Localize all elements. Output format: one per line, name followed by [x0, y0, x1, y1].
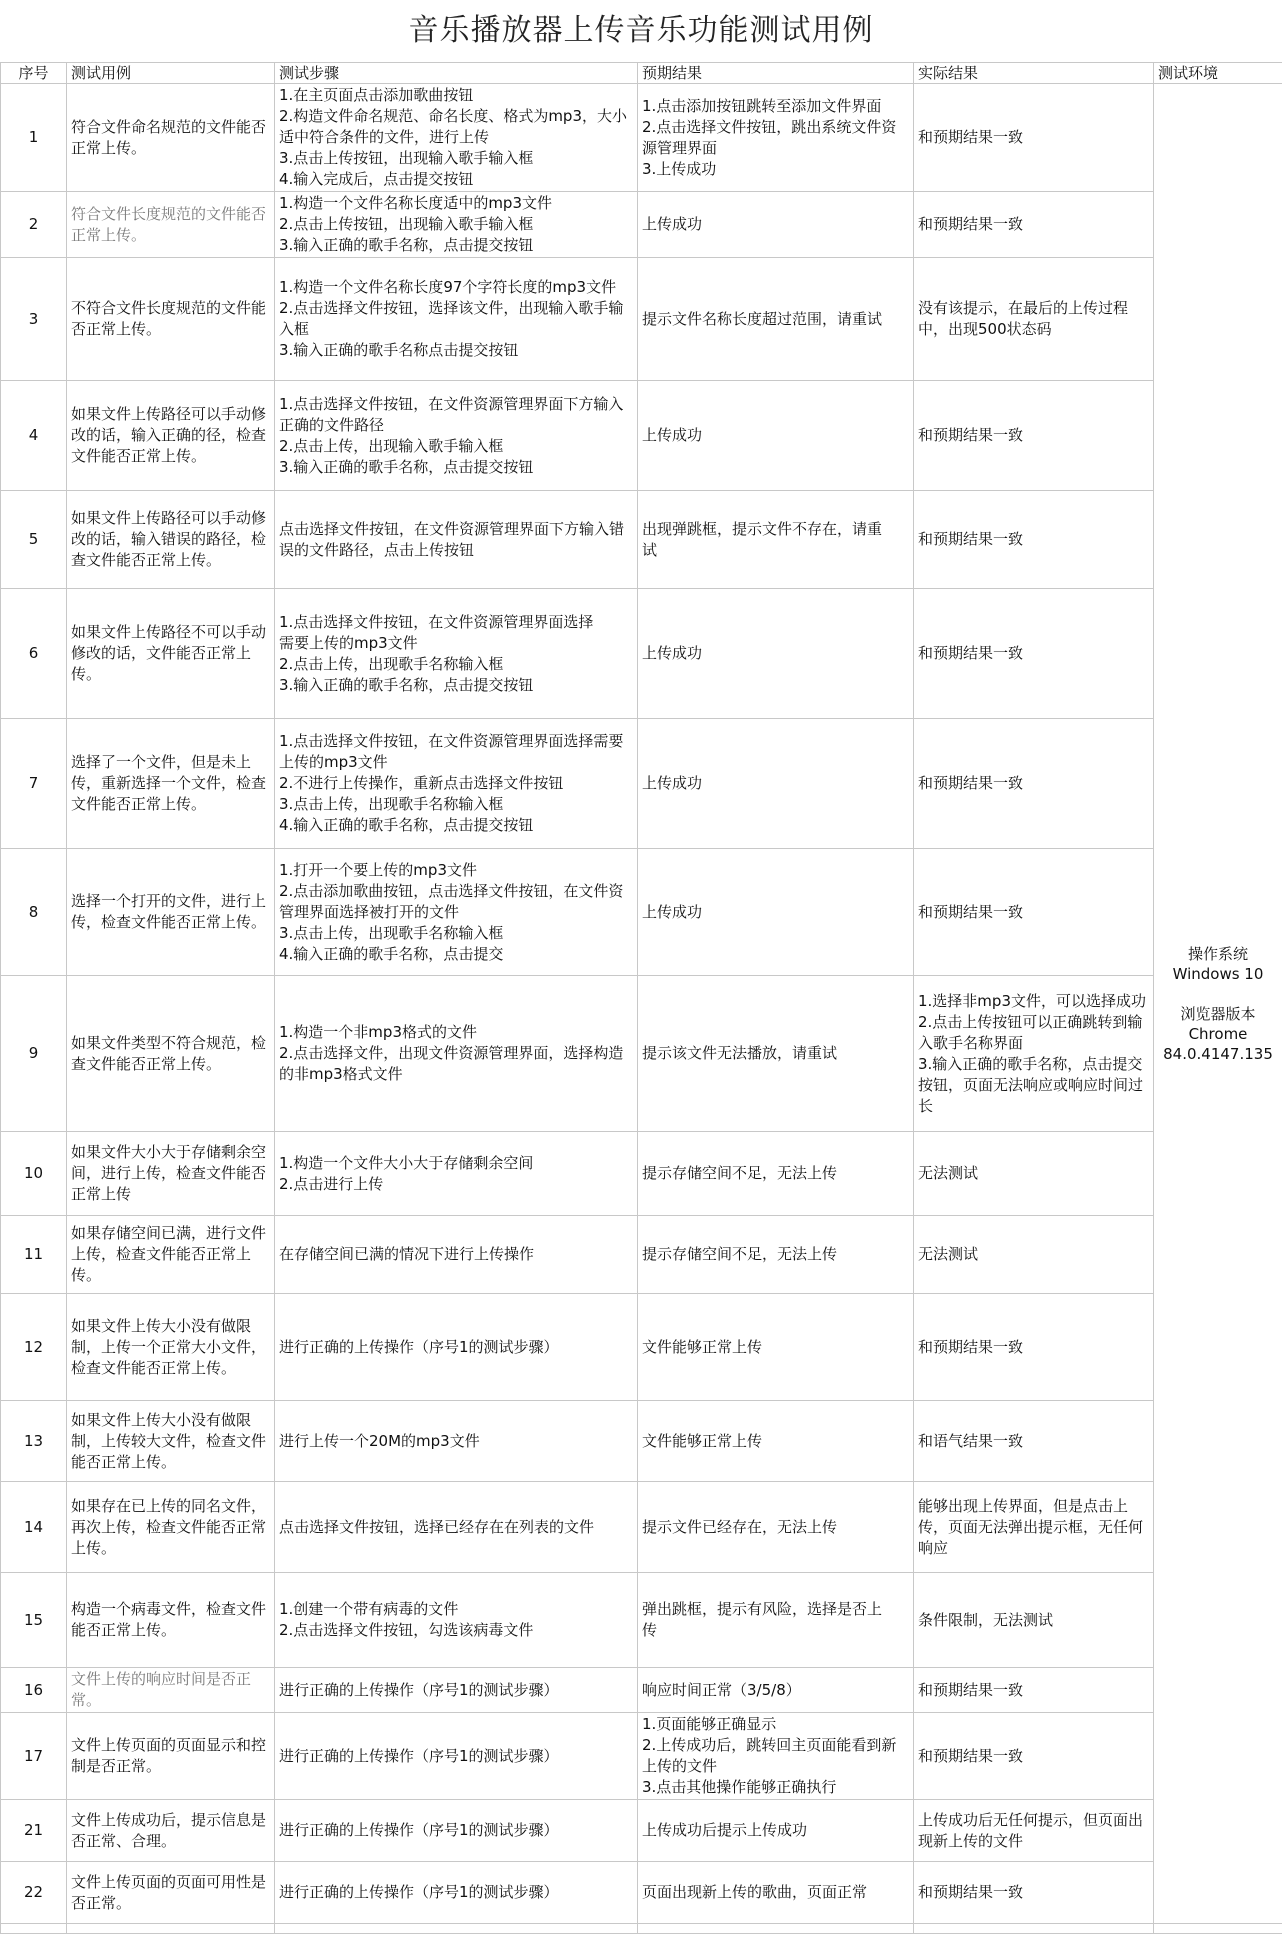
cell-expected[interactable]: 弹出跳框，提示有风险，选择是否上 传: [638, 1573, 914, 1668]
cell-index[interactable]: 1: [1, 84, 67, 192]
cell-steps[interactable]: 1.点击选择文件按钮，在文件资源管理界面选择需要上传的mp3文件 2.不进行上传操作，重新点击选择文件按钮 3.点击上传，出现歌手名称输入框 4.输入正确的歌手名称，点击提交按钮: [275, 719, 638, 849]
cell-case[interactable]: 文件上传成功后，提示信息是否正常、合理。: [67, 1800, 275, 1862]
cell-expected[interactable]: 上传成功: [638, 589, 914, 719]
cell-actual[interactable]: 没有该提示，在最后的上传过程中，出现500状态码: [914, 258, 1154, 381]
cell-expected[interactable]: 上传成功后提示上传成功: [638, 1800, 914, 1862]
cell-steps[interactable]: 1.打开一个要上传的mp3文件 2.点击添加歌曲按钮，点击选择文件按钮，在文件资管理界面选择被打开的文件 3.点击上传，出现歌手名称输入框 4.输入正确的歌手名称，点击提交: [275, 849, 638, 976]
cell-index[interactable]: 16: [1, 1668, 67, 1713]
cell-steps[interactable]: 点击选择文件按钮，在文件资源管理界面下方输入错误的文件路径，点击上传按钮: [275, 491, 638, 589]
cell-steps[interactable]: 1.在主页面点击添加歌曲按钮 2.构造文件命名规范、命名长度、格式为mp3，大小适中符合条件的文件，进行上传 3.点击上传按钮，出现输入歌手输入框 4.输入完成后，点击提交按钮: [275, 84, 638, 192]
cell-steps[interactable]: 进行正确的上传操作（序号1的测试步骤）: [275, 1294, 638, 1401]
cell-actual[interactable]: 条件限制，无法测试: [914, 1573, 1154, 1668]
cell-expected[interactable]: 文件能够正常上传: [638, 1294, 914, 1401]
cell-index[interactable]: 22: [1, 1862, 67, 1924]
cell-steps[interactable]: 进行上传一个20M的mp3文件: [275, 1401, 638, 1482]
cell-expected[interactable]: 上传成功: [638, 849, 914, 976]
cell-case[interactable]: 文件上传的响应时间是否正常。: [67, 1668, 275, 1713]
cell-steps[interactable]: 在存储空间已满的情况下进行上传操作: [275, 1216, 638, 1294]
cell-actual[interactable]: 上传成功后无任何提示，但页面出现新上传的文件: [914, 1800, 1154, 1862]
cell-steps[interactable]: 1.构造一个文件名称长度适中的mp3文件 2.点击上传按钮，出现输入歌手输入框 3.输入正确的歌手名称，点击提交按钮: [275, 192, 638, 258]
cell-index[interactable]: 9: [1, 976, 67, 1132]
header-index[interactable]: 序号: [1, 63, 67, 84]
cell-expected[interactable]: 上传成功: [638, 192, 914, 258]
cell-case[interactable]: 不符合文件长度规范的文件能否正常上传。: [67, 258, 275, 381]
cell-case[interactable]: 如果文件上传路径可以手动修改的话，输入错误的路径，检查文件能否正常上传。: [67, 491, 275, 589]
cell-steps[interactable]: 进行正确的上传操作（序号1的测试步骤）: [275, 1668, 638, 1713]
cell-expected[interactable]: 提示文件名称长度超过范围，请重试: [638, 258, 914, 381]
cell-case[interactable]: 如果存储空间已满，进行文件上传，检查文件能否正常上传。: [67, 1216, 275, 1294]
table-row: [1, 849, 1282, 976]
cell-case[interactable]: 符合文件命名规范的文件能否正常上传。: [67, 84, 275, 192]
cell-index[interactable]: 7: [1, 719, 67, 849]
cell-actual[interactable]: 和预期结果一致: [914, 1862, 1154, 1924]
cell-steps[interactable]: 1.点击选择文件按钮，在文件资源管理界面下方输入正确的文件路径 2.点击上传，出现输入歌手输入框 3.输入正确的歌手名称，点击提交按钮: [275, 381, 638, 491]
cell-case[interactable]: 如果文件上传路径不可以手动修改的话，文件能否正常上传。: [67, 589, 275, 719]
header-row: [1, 63, 1282, 84]
cell-actual[interactable]: 和预期结果一致: [914, 1713, 1154, 1800]
table-row: [1, 1132, 1282, 1216]
table-row: [1, 1862, 1282, 1924]
cell-expected[interactable]: 上传成功: [638, 719, 914, 849]
cell-index[interactable]: 8: [1, 849, 67, 976]
table-row: [1, 976, 1282, 1132]
cell-expected[interactable]: 响应时间正常（3/5/8）: [638, 1668, 914, 1713]
test-case-table: [0, 62, 1282, 1934]
cell-steps[interactable]: 1.点击选择文件按钮，在文件资源管理界面选择 需要上传的mp3文件 2.点击上传，出现歌手名称输入框 3.输入正确的歌手名称，点击提交按钮: [275, 589, 638, 719]
cell-environment[interactable]: 操作系统 Windows 10 浏览器版本 Chrome 84.0.4147.135: [1154, 84, 1282, 1924]
cell-steps[interactable]: 1.构造一个文件大小大于存储剩余空间 2.点击进行上传: [275, 1132, 638, 1216]
table-row: [1, 1713, 1282, 1800]
cell-case[interactable]: 构造一个病毒文件，检查文件能否正常上传。: [67, 1573, 275, 1668]
cell-index[interactable]: 15: [1, 1573, 67, 1668]
cell-actual[interactable]: 和预期结果一致: [914, 849, 1154, 976]
header-expected[interactable]: 预期结果: [638, 63, 914, 84]
header-actual[interactable]: 实际结果: [914, 63, 1154, 84]
cell-expected[interactable]: 1.页面能够正确显示 2.上传成功后，跳转回主页面能看到新上传的文件 3.点击其他操作能够正确执行: [638, 1713, 914, 1800]
cell-index[interactable]: 12: [1, 1294, 67, 1401]
table-row: [1, 1573, 1282, 1668]
header-case[interactable]: 测试用例: [67, 63, 275, 84]
header-environment[interactable]: 测试环境: [1154, 63, 1282, 84]
cell-actual[interactable]: 能够出现上传界面，但是点击上传，页面无法弹出提示框，无任何响应: [914, 1482, 1154, 1573]
cell-actual[interactable]: 无法测试: [914, 1132, 1154, 1216]
table-row: [1, 719, 1282, 849]
cell-actual[interactable]: 和预期结果一致: [914, 1294, 1154, 1401]
table-body: [1, 84, 1282, 1934]
cell-case[interactable]: 如果文件上传路径可以手动修改的话，输入正确的径，检查文件能否正常上传。: [67, 381, 275, 491]
cell-case[interactable]: 如果文件大小大于存储剩余空间，进行上传，检查文件能否正常上传: [67, 1132, 275, 1216]
cell-expected[interactable]: 提示文件已经存在，无法上传: [638, 1482, 914, 1573]
cell-steps[interactable]: 点击选择文件按钮，选择已经存在在列表的文件: [275, 1482, 638, 1573]
cell-index[interactable]: 3: [1, 258, 67, 381]
cell-index[interactable]: 4: [1, 381, 67, 491]
cell-case[interactable]: 文件上传页面的页面显示和控制是否正常。: [67, 1713, 275, 1800]
cell-expected[interactable]: 提示存储空间不足，无法上传: [638, 1216, 914, 1294]
table-row: [1, 1800, 1282, 1862]
table-row: [1, 192, 1282, 258]
cell-case[interactable]: 符合文件长度规范的文件能否正常上传。: [67, 192, 275, 258]
cell-case[interactable]: 文件上传页面的页面可用性是否正常。: [67, 1862, 275, 1924]
cell-index[interactable]: 2: [1, 192, 67, 258]
cell-expected[interactable]: 1.点击添加按钮跳转至添加文件界面 2.点击选择文件按钮，跳出系统文件资源管理界面 3.上传成功: [638, 84, 914, 192]
cell-index[interactable]: 6: [1, 589, 67, 719]
cell-case[interactable]: 如果文件上传大小没有做限制，上传较大文件，检查文件能否正常上传。: [67, 1401, 275, 1482]
table-row: [1, 258, 1282, 381]
cell-steps[interactable]: 1.创建一个带有病毒的文件 2.点击选择文件按钮，勾选该病毒文件: [275, 1573, 638, 1668]
cell-steps[interactable]: 进行正确的上传操作（序号1的测试步骤）: [275, 1800, 638, 1862]
cell-actual[interactable]: 和预期结果一致: [914, 192, 1154, 258]
header-steps[interactable]: 测试步骤: [275, 63, 638, 84]
cell-case[interactable]: 选择一个打开的文件，进行上传，检查文件能否正常上传。: [67, 849, 275, 976]
cell-expected[interactable]: 上传成功: [638, 381, 914, 491]
cell-index[interactable]: 21: [1, 1800, 67, 1862]
cell-actual[interactable]: 和预期结果一致: [914, 719, 1154, 849]
cell-steps[interactable]: 1.构造一个文件名称长度97个字符长度的mp3文件 2.点击选择文件按钮，选择该文件，出现输入歌手输入框 3.输入正确的歌手名称点击提交按钮: [275, 258, 638, 381]
cell-actual[interactable]: 和语气结果一致: [914, 1401, 1154, 1482]
cell-index[interactable]: 14: [1, 1482, 67, 1573]
cell-index[interactable]: 17: [1, 1713, 67, 1800]
cell-steps[interactable]: 1.构造一个非mp3格式的文件 2.点击选择文件，出现文件资源管理界面，选择构造的非mp3格式文件: [275, 976, 638, 1132]
table-row: [1, 1401, 1282, 1482]
cell-actual[interactable]: 1.选择非mp3文件，可以选择成功 2.点击上传按钮可以正确跳转到输入歌手名称界面 3.输入正确的歌手名称，点击提交按钮，页面无法响应或响应时间过长: [914, 976, 1154, 1132]
cell-case[interactable]: 选择了一个文件，但是未上传，重新选择一个文件，检查文件能否正常上传。: [67, 719, 275, 849]
cell-expected[interactable]: 页面出现新上传的歌曲，页面正常: [638, 1862, 914, 1924]
cell-actual[interactable]: 和预期结果一致: [914, 381, 1154, 491]
table-row: [1, 589, 1282, 719]
table-row: [1, 1668, 1282, 1713]
cell-expected[interactable]: 出现弹跳框，提示文件不存在，请重 试: [638, 491, 914, 589]
cell-actual[interactable]: 和预期结果一致: [914, 589, 1154, 719]
cell-index[interactable]: 11: [1, 1216, 67, 1294]
cell-expected[interactable]: 文件能够正常上传: [638, 1401, 914, 1482]
table-row: [1, 1294, 1282, 1401]
table-row: [1, 381, 1282, 491]
cell-actual[interactable]: 和预期结果一致: [914, 84, 1154, 192]
cell-steps[interactable]: 进行正确的上传操作（序号1的测试步骤）: [275, 1862, 638, 1924]
table-row: [1, 1216, 1282, 1294]
cell-steps[interactable]: 进行正确的上传操作（序号1的测试步骤）: [275, 1713, 638, 1800]
table-row: [1, 491, 1282, 589]
cell-actual[interactable]: 和预期结果一致: [914, 491, 1154, 589]
cell-actual[interactable]: 无法测试: [914, 1216, 1154, 1294]
table-row: [1, 84, 1282, 192]
page-title: 音乐播放器上传音乐功能测试用例: [0, 0, 1282, 62]
table-row: [1, 1482, 1282, 1573]
cell-index[interactable]: 10: [1, 1132, 67, 1216]
cell-case[interactable]: 如果文件类型不符合规范，检查文件能否正常上传。: [67, 976, 275, 1132]
cell-expected[interactable]: 提示该文件无法播放，请重试: [638, 976, 914, 1132]
cell-case[interactable]: 如果存在已上传的同名文件，再次上传，检查文件能否正常上传。: [67, 1482, 275, 1573]
cell-index[interactable]: 5: [1, 491, 67, 589]
cell-expected[interactable]: 提示存储空间不足，无法上传: [638, 1132, 914, 1216]
cell-index[interactable]: 13: [1, 1401, 67, 1482]
cell-case[interactable]: 如果文件上传大小没有做限制，上传一个正常大小文件，检查文件能否正常上传。: [67, 1294, 275, 1401]
cell-actual[interactable]: 和预期结果一致: [914, 1668, 1154, 1713]
